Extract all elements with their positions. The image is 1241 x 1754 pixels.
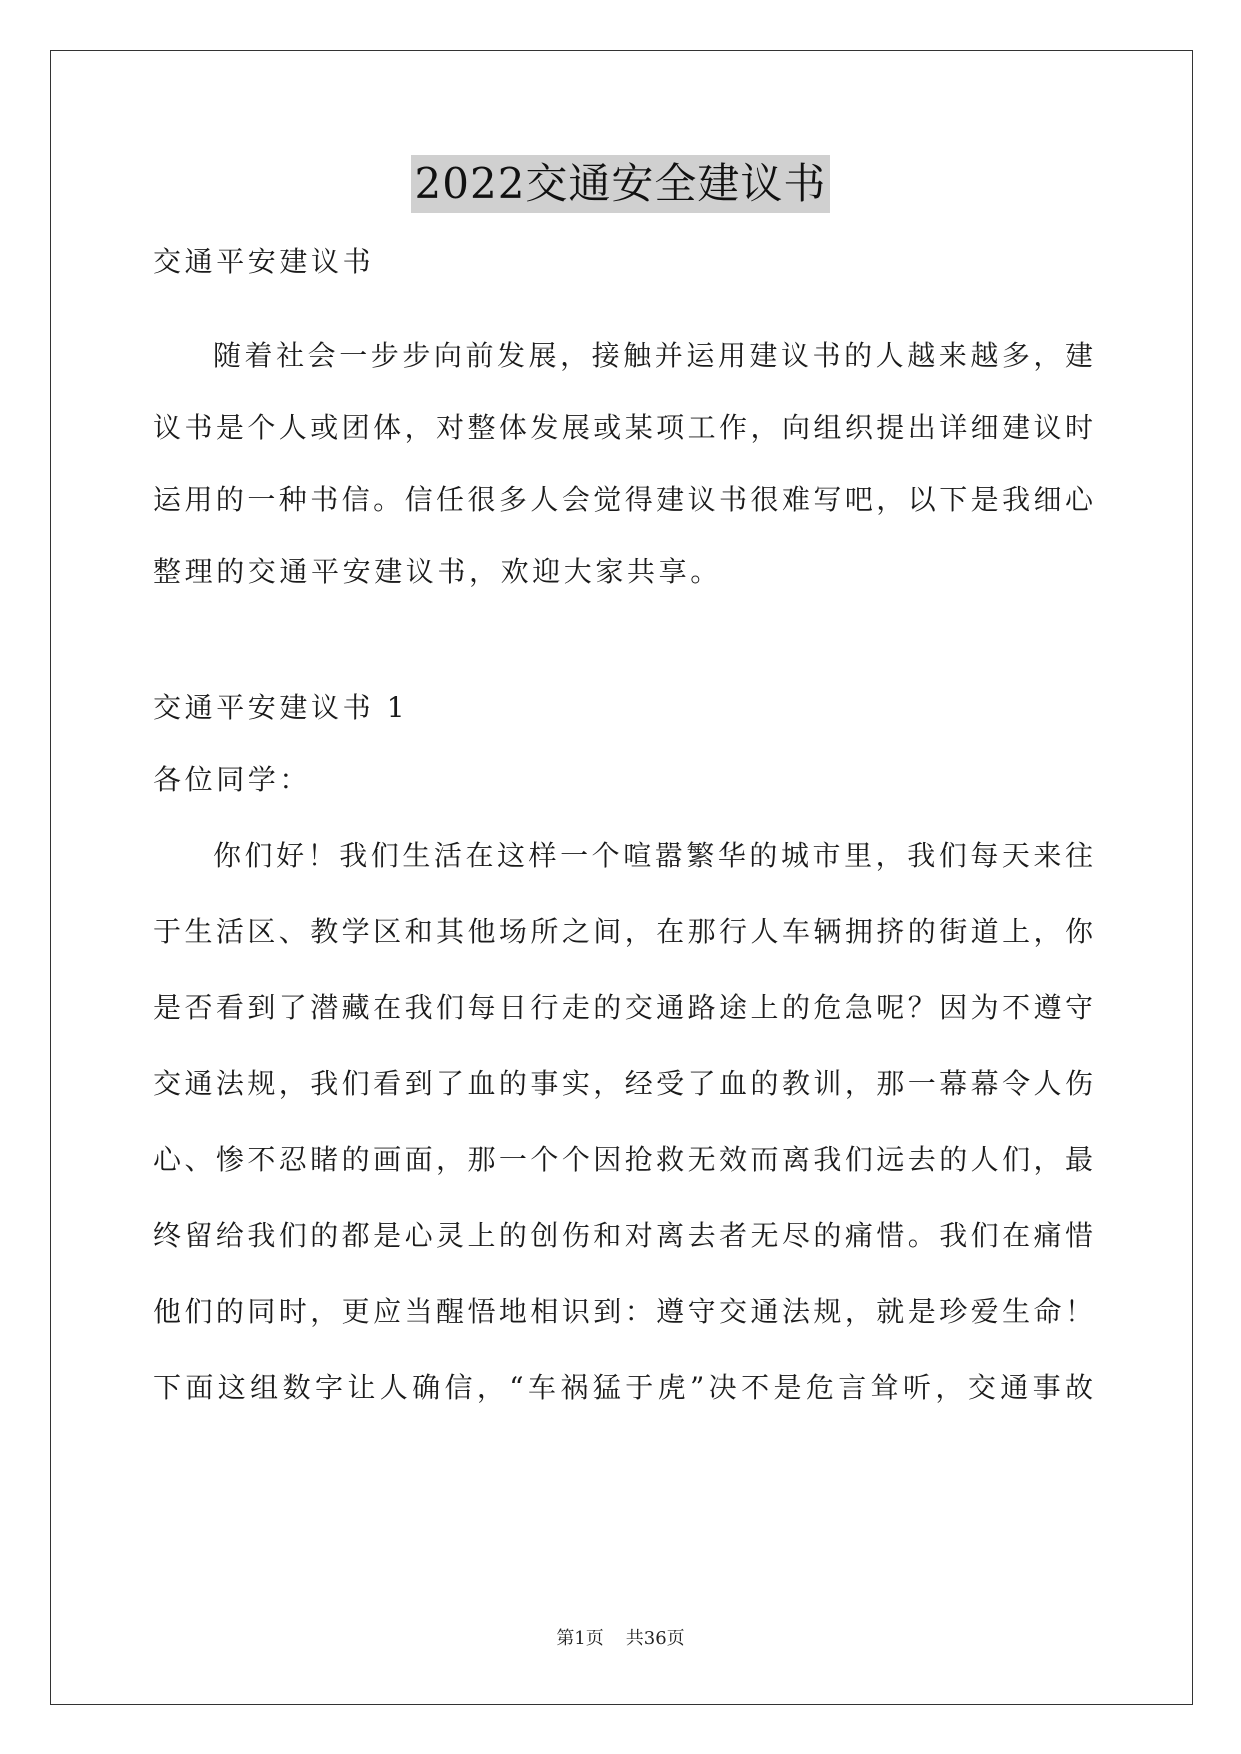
- section1-line-5: 心、惨不忍睹的画面，那一个个因抢救无效而离我们远去的人们，最: [153, 1143, 1093, 1176]
- section1-line-1: 你们好！我们生活在这样一个喧嚣繁华的城市里，我们每天来往: [213, 839, 1093, 872]
- section1-line-3: 是否看到了潜藏在我们每日行走的交通路途上的危急呢？因为不遵守: [153, 991, 1093, 1024]
- section1-line-7: 他们的同时，更应当醒悟地相识到：遵守交通法规，就是珍爱生命！: [153, 1295, 1093, 1328]
- section1-line-8: 下面这组数字让人确信，“车祸猛于虎”决不是危言耸听，交通事故: [153, 1371, 1093, 1404]
- intro-line-4: 整理的交通平安建议书，欢迎大家共享。: [153, 555, 722, 588]
- document-title: 2022交通安全建议书: [411, 155, 831, 213]
- section1-heading: 交通平安建议书 1: [153, 691, 409, 724]
- intro-line-3: 运用的一种书信。信任很多人会觉得建议书很难写吧，以下是我细心: [153, 483, 1093, 516]
- title-container: [0, 155, 1241, 213]
- section1-line-4: 交通法规，我们看到了血的事实，经受了血的教训，那一幕幕令人伤: [153, 1067, 1093, 1100]
- page-total: 共36页: [625, 1628, 685, 1649]
- intro-line-2: 议书是个人或团体，对整体发展或某项工作，向组织提出详细建议时: [153, 411, 1093, 444]
- page-border: [50, 50, 1193, 1705]
- intro-line-1: 随着社会一步步向前发展，接触并运用建议书的人越来越多，建: [213, 339, 1093, 372]
- page-footer: [0, 1627, 1241, 1651]
- salutation: 各位同学：: [153, 763, 312, 796]
- intro-heading: 交通平安建议书: [153, 245, 375, 278]
- section1-line-6: 终留给我们的都是心灵上的创伤和对离去者无尽的痛惜。我们在痛惜: [153, 1219, 1093, 1252]
- page-number: 第1页: [556, 1628, 604, 1649]
- section1-line-2: 于生活区、教学区和其他场所之间，在那行人车辆拥挤的街道上，你: [153, 915, 1093, 948]
